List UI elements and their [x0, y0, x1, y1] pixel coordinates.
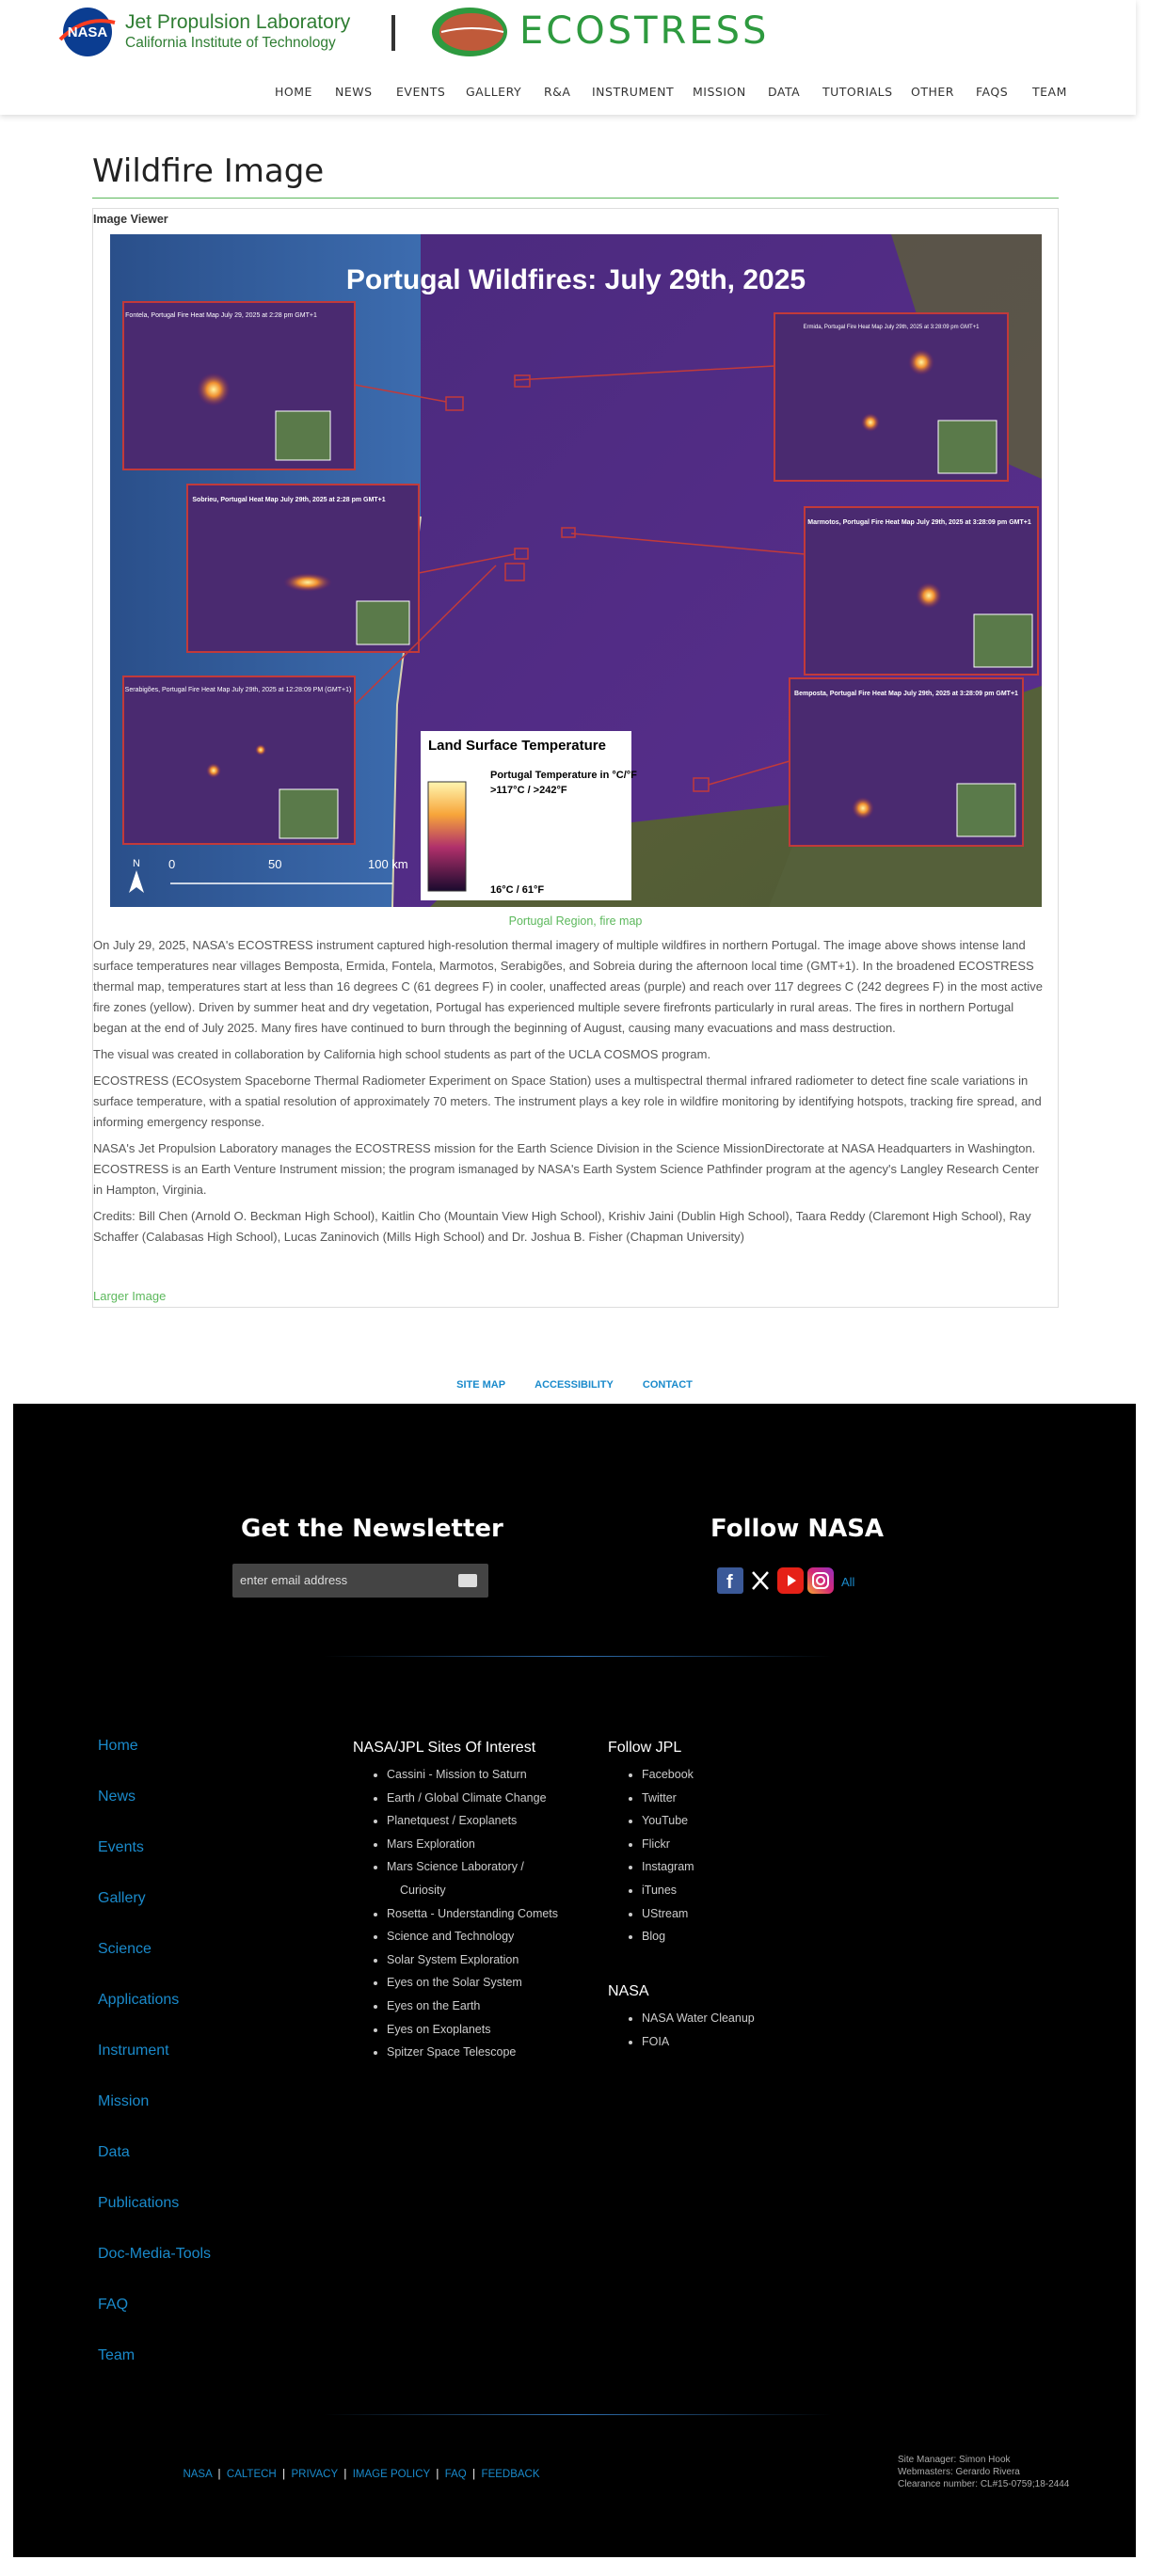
nav-faqs[interactable]: FAQS	[976, 85, 1009, 99]
follow-nasa-title: Follow NASA	[710, 1515, 885, 1543]
nasa-link[interactable]: NASA	[183, 2469, 213, 2480]
inset-fontela	[123, 302, 355, 469]
site-link[interactable]: • Cassini - Mission to Saturn	[387, 1765, 558, 1789]
nav-team[interactable]: TEAM	[1032, 85, 1067, 99]
youtube-icon[interactable]	[777, 1567, 804, 1594]
svg-text:Serabigões, Portugal Fire Heat: Serabigões, Portugal Fire Heat Map July 29th, 2025 at 12:28:09 PM (GMT+1)	[124, 687, 352, 693]
image-description	[93, 935, 1044, 1253]
footer-nav-data[interactable]: Data	[98, 2144, 130, 2160]
email-field[interactable]	[232, 1564, 488, 1598]
main-nav	[0, 85, 1136, 103]
footer-nav-events[interactable]: Events	[98, 1839, 144, 1855]
jpl-title: Jet Propulsion Laboratory	[125, 11, 351, 33]
site-link[interactable]: • Earth / Global Climate Change	[387, 1789, 558, 1812]
svg-text:100 km: 100 km	[368, 857, 408, 871]
site-manager: Site Manager: Simon Hook	[898, 2455, 1011, 2465]
follow-jpl-link[interactable]: • Instagram	[642, 1857, 694, 1881]
site-link[interactable]: • Eyes on Exoplanets	[387, 2020, 558, 2043]
inset-marmotos	[805, 507, 1038, 675]
svg-text:N: N	[133, 858, 140, 869]
footer-nav-applications[interactable]: Applications	[98, 1992, 180, 2008]
nasa-links-title: NASA	[608, 1983, 649, 1999]
separator: |	[436, 2469, 439, 2480]
site-header	[0, 0, 1136, 115]
nasa-logo[interactable]	[56, 6, 119, 58]
webmasters: Webmasters: Gerardo Rivera	[898, 2467, 1020, 2477]
follow-jpl-link[interactable]: • iTunes	[642, 1881, 694, 1904]
footer-nav-instrument[interactable]: Instrument	[98, 2043, 169, 2059]
site-footer	[13, 1404, 1136, 2557]
site-link[interactable]: • Mars Science Laboratory /	[387, 1857, 558, 1881]
contact-link[interactable]: CONTACT	[642, 1379, 693, 1391]
footer-bottom-divider	[324, 2414, 832, 2415]
nasa-link[interactable]: • NASA Water Cleanup	[642, 2009, 755, 2032]
temperature-legend	[421, 731, 637, 900]
site-link[interactable]: • Mars Exploration	[387, 1835, 558, 1858]
footer-divider	[324, 1656, 832, 1657]
clearance-number: Clearance number: CL#15-0759;18-2444	[898, 2479, 1070, 2489]
nav-ra[interactable]: R&A	[544, 85, 571, 99]
nav-other[interactable]: OTHER	[911, 85, 954, 99]
instagram-icon[interactable]	[807, 1567, 834, 1594]
wildfire-map-image[interactable]	[110, 234, 1042, 907]
image-viewer-label: Image Viewer	[93, 213, 168, 226]
follow-jpl-link[interactable]: • Twitter	[642, 1789, 694, 1812]
image-caption: Portugal Region, fire map	[508, 914, 643, 928]
mail-submit-icon[interactable]	[458, 1574, 477, 1587]
svg-text:NASA: NASA	[67, 24, 108, 40]
footer-nav-team[interactable]: Team	[98, 2347, 136, 2363]
inset-ermida	[774, 313, 1008, 481]
email-placeholder: enter email address	[240, 1573, 348, 1587]
footer-nav-doc-media-tools[interactable]: Doc-Media-Tools	[98, 2246, 212, 2262]
ecostress-leaf-logo[interactable]	[428, 4, 511, 60]
site-link[interactable]: • Rosetta - Understanding Comets	[387, 1904, 558, 1928]
inset-bemposta	[790, 678, 1023, 846]
follow-jpl-link[interactable]: • YouTube	[642, 1811, 694, 1835]
title-rule	[92, 198, 1059, 199]
image-viewer	[92, 208, 1059, 1308]
site-map-link[interactable]: SITE MAP	[456, 1379, 506, 1391]
footer-nav	[98, 1738, 211, 2398]
sites-of-interest-title: NASA/JPL Sites Of Interest	[353, 1740, 536, 1756]
description-paragraph: NASA's Jet Propulsion Laboratory manages the ECOSTRESS mission for the Earth Science Division in the Science MissionDirectorate at NASA Headquarters in Washington. ECOSTRESS is an Earth Venture Instrument mission; the program ismanaged by NASA's Earth System Science Pathfinder program at the agency's Langley Research Center in Hampton, Virginia.	[93, 1141, 1039, 1197]
svg-text:Marmotos, Portugal Fire Heat M: Marmotos, Portugal Fire Heat Map July 29th, 2025 at 3:28:09 pm GMT+1	[807, 519, 1031, 526]
nasa-links-list	[642, 2009, 755, 2055]
social-all-link[interactable]: All	[841, 1575, 855, 1589]
feedback-link[interactable]: FEEDBACK	[481, 2469, 540, 2480]
page-title: Wildfire Image	[92, 152, 325, 190]
svg-text:Portugal Temperature in °C/°F: Portugal Temperature in °C/°F	[490, 770, 637, 781]
header-divider	[391, 15, 395, 51]
footer-nav-gallery[interactable]: Gallery	[98, 1890, 146, 1906]
nav-instrument[interactable]: INSTRUMENT	[592, 85, 675, 99]
map-heading: Portugal Wildfires: July 29th, 2025	[345, 264, 806, 295]
caltech-link[interactable]: CALTECH	[226, 2469, 277, 2480]
separator: |	[343, 2469, 347, 2480]
svg-text:Ermida, Portugal Fire Heat Map: Ermida, Portugal Fire Heat Map July 29th, 2025 at 3:28:09 pm GMT+1	[803, 325, 980, 330]
image-viewer-header	[93, 209, 1058, 231]
x-twitter-icon[interactable]	[747, 1567, 774, 1594]
svg-text:Bemposta, Portugal Fire Heat M: Bemposta, Portugal Fire Heat Map July 29th, 2025 at 3:28:09 pm GMT+1	[794, 691, 1018, 697]
wildfire-map-graphic	[110, 234, 1042, 907]
svg-text:50: 50	[268, 857, 282, 871]
description-paragraph: ECOSTRESS (ECOsystem Spaceborne Thermal Radiometer Experiment on Space Station) uses a multispectral thermal infrared radiometer to detect fine scale variations in surface temperature, with a spatial resolution of approximately 70 meters. The instrument plays a key role in wildfire monitoring by identifying hotspots, tracking fire spread, and informing emergency response.	[93, 1073, 1042, 1129]
separator: |	[217, 2469, 221, 2480]
separator: |	[472, 2469, 476, 2480]
utility-links	[0, 1379, 1149, 1391]
follow-jpl-link[interactable]: • Facebook	[642, 1765, 694, 1789]
description-paragraph: The visual was created in collaboration by California high school students as part of the UCLA COSMOS program.	[93, 1047, 711, 1061]
footer-nav-publications[interactable]: Publications	[98, 2195, 180, 2211]
nav-news[interactable]: NEWS	[335, 85, 373, 99]
site-link[interactable]: • Science and Technology	[387, 1927, 558, 1950]
faq-link[interactable]: FAQ	[444, 2469, 467, 2480]
site-link[interactable]: • Planetquest / Exoplanets	[387, 1811, 558, 1835]
ecostress-wordmark[interactable]: ECOSTRESS	[519, 9, 770, 53]
newsletter-title: Get the Newsletter	[241, 1515, 503, 1543]
follow-jpl-link[interactable]: • UStream	[642, 1904, 694, 1928]
footer-nav-home[interactable]: Home	[98, 1738, 138, 1754]
nav-home[interactable]: HOME	[275, 85, 312, 99]
inset-sobreia	[187, 485, 419, 652]
sites-of-interest-list	[387, 1765, 558, 2066]
follow-jpl-link[interactable]: • Blog	[642, 1927, 694, 1950]
separator: |	[282, 2469, 286, 2480]
svg-text:Fontela, Portugal Fire Heat Ma: Fontela, Portugal Fire Heat Map July 29, 2025 at 2:28 pm GMT+1	[125, 312, 317, 319]
credits-paragraph: Credits: Bill Chen (Arnold O. Beckman High School), Kaitlin Cho (Mountain View High School), Krishiv Jaini (Dublin High School), Taara Reddy (Claremont High School), Ray Schaffer (Calabasas High School), Lucas Zaninovich (Mills High School) and Dr. Joshua B. Fisher (Chapman University)	[93, 1209, 1031, 1244]
nav-tutorials[interactable]: TUTORIALS	[822, 85, 893, 99]
follow-jpl-link[interactable]: • Flickr	[642, 1835, 694, 1858]
larger-image-link[interactable]: Larger Image	[93, 1289, 167, 1303]
svg-text:Sobrieu, Portugal Heat Map Jul: Sobrieu, Portugal Heat Map July 29th, 2025 at 2:28 pm GMT+1	[192, 497, 386, 503]
jpl-subtitle: California Institute of Technology	[125, 35, 336, 51]
follow-jpl-title: Follow JPL	[608, 1740, 682, 1756]
footer-bottom-links	[13, 2469, 710, 2480]
image-policy-link[interactable]: IMAGE POLICY	[352, 2469, 430, 2480]
footer-nav-news[interactable]: News	[98, 1789, 136, 1805]
facebook-icon[interactable]	[717, 1567, 743, 1594]
nasa-link[interactable]: • FOIA	[642, 2032, 755, 2056]
site-link[interactable]: • Eyes on the Earth	[387, 1996, 558, 2020]
footer-nav-faq[interactable]: FAQ	[98, 2297, 129, 2313]
description-paragraph: On July 29, 2025, NASA's ECOSTRESS instrument captured high-resolution thermal imagery of multiple wildfires in northern Portugal. The image above shows intense land surface temperatures near villages Bemposta, Ermida, Fontela, Marmotos, Serabigões, and Sobreia during the afternoon local time (GMT+1). In the broadened ECOSTRESS thermal map, temperatures start at less than 16 degrees C (61 degrees F) in cooler, unaffected areas (purple) and reach over 117 degrees C (242 degrees F) in the most active fire zones (yellow). Driven by summer heat and dry vegetation, Portugal has experienced multiple severe firefronts particularly in rural areas. The fires in northern Portugal began at the end of July 2025. Many fires have continued to burn through the beginning of August, causing many evacuations and mass destruction.	[93, 938, 1043, 1035]
svg-text:>117°C / >242°F: >117°C / >242°F	[490, 785, 567, 796]
nav-data[interactable]: DATA	[768, 85, 801, 99]
site-link[interactable]: • Solar System Exploration	[387, 1950, 558, 1974]
jpl-wordmark[interactable]	[125, 11, 350, 53]
svg-text:0: 0	[168, 857, 176, 871]
nav-mission[interactable]: MISSION	[693, 85, 746, 99]
svg-text:16°C / 61°F: 16°C / 61°F	[490, 884, 545, 896]
footer-nav-mission[interactable]: Mission	[98, 2093, 150, 2109]
privacy-link[interactable]: PRIVACY	[291, 2469, 338, 2480]
site-credits	[898, 2454, 1069, 2490]
site-link[interactable]: • Eyes on the Solar System	[387, 1973, 558, 1996]
site-link[interactable]: • Spitzer Space Telescope	[387, 2043, 558, 2066]
svg-text:Land Surface Temperature: Land Surface Temperature	[428, 738, 606, 754]
accessibility-link[interactable]: ACCESSIBILITY	[535, 1379, 614, 1391]
nav-gallery[interactable]: GALLERY	[466, 85, 522, 99]
site-link-continued[interactable]: Curiosity	[400, 1883, 446, 1897]
follow-jpl-list	[642, 1765, 694, 1950]
svg-text:f: f	[726, 1572, 733, 1593]
inset-serabigoes	[123, 676, 355, 844]
nav-events[interactable]: EVENTS	[396, 85, 446, 99]
footer-nav-science[interactable]: Science	[98, 1941, 152, 1957]
